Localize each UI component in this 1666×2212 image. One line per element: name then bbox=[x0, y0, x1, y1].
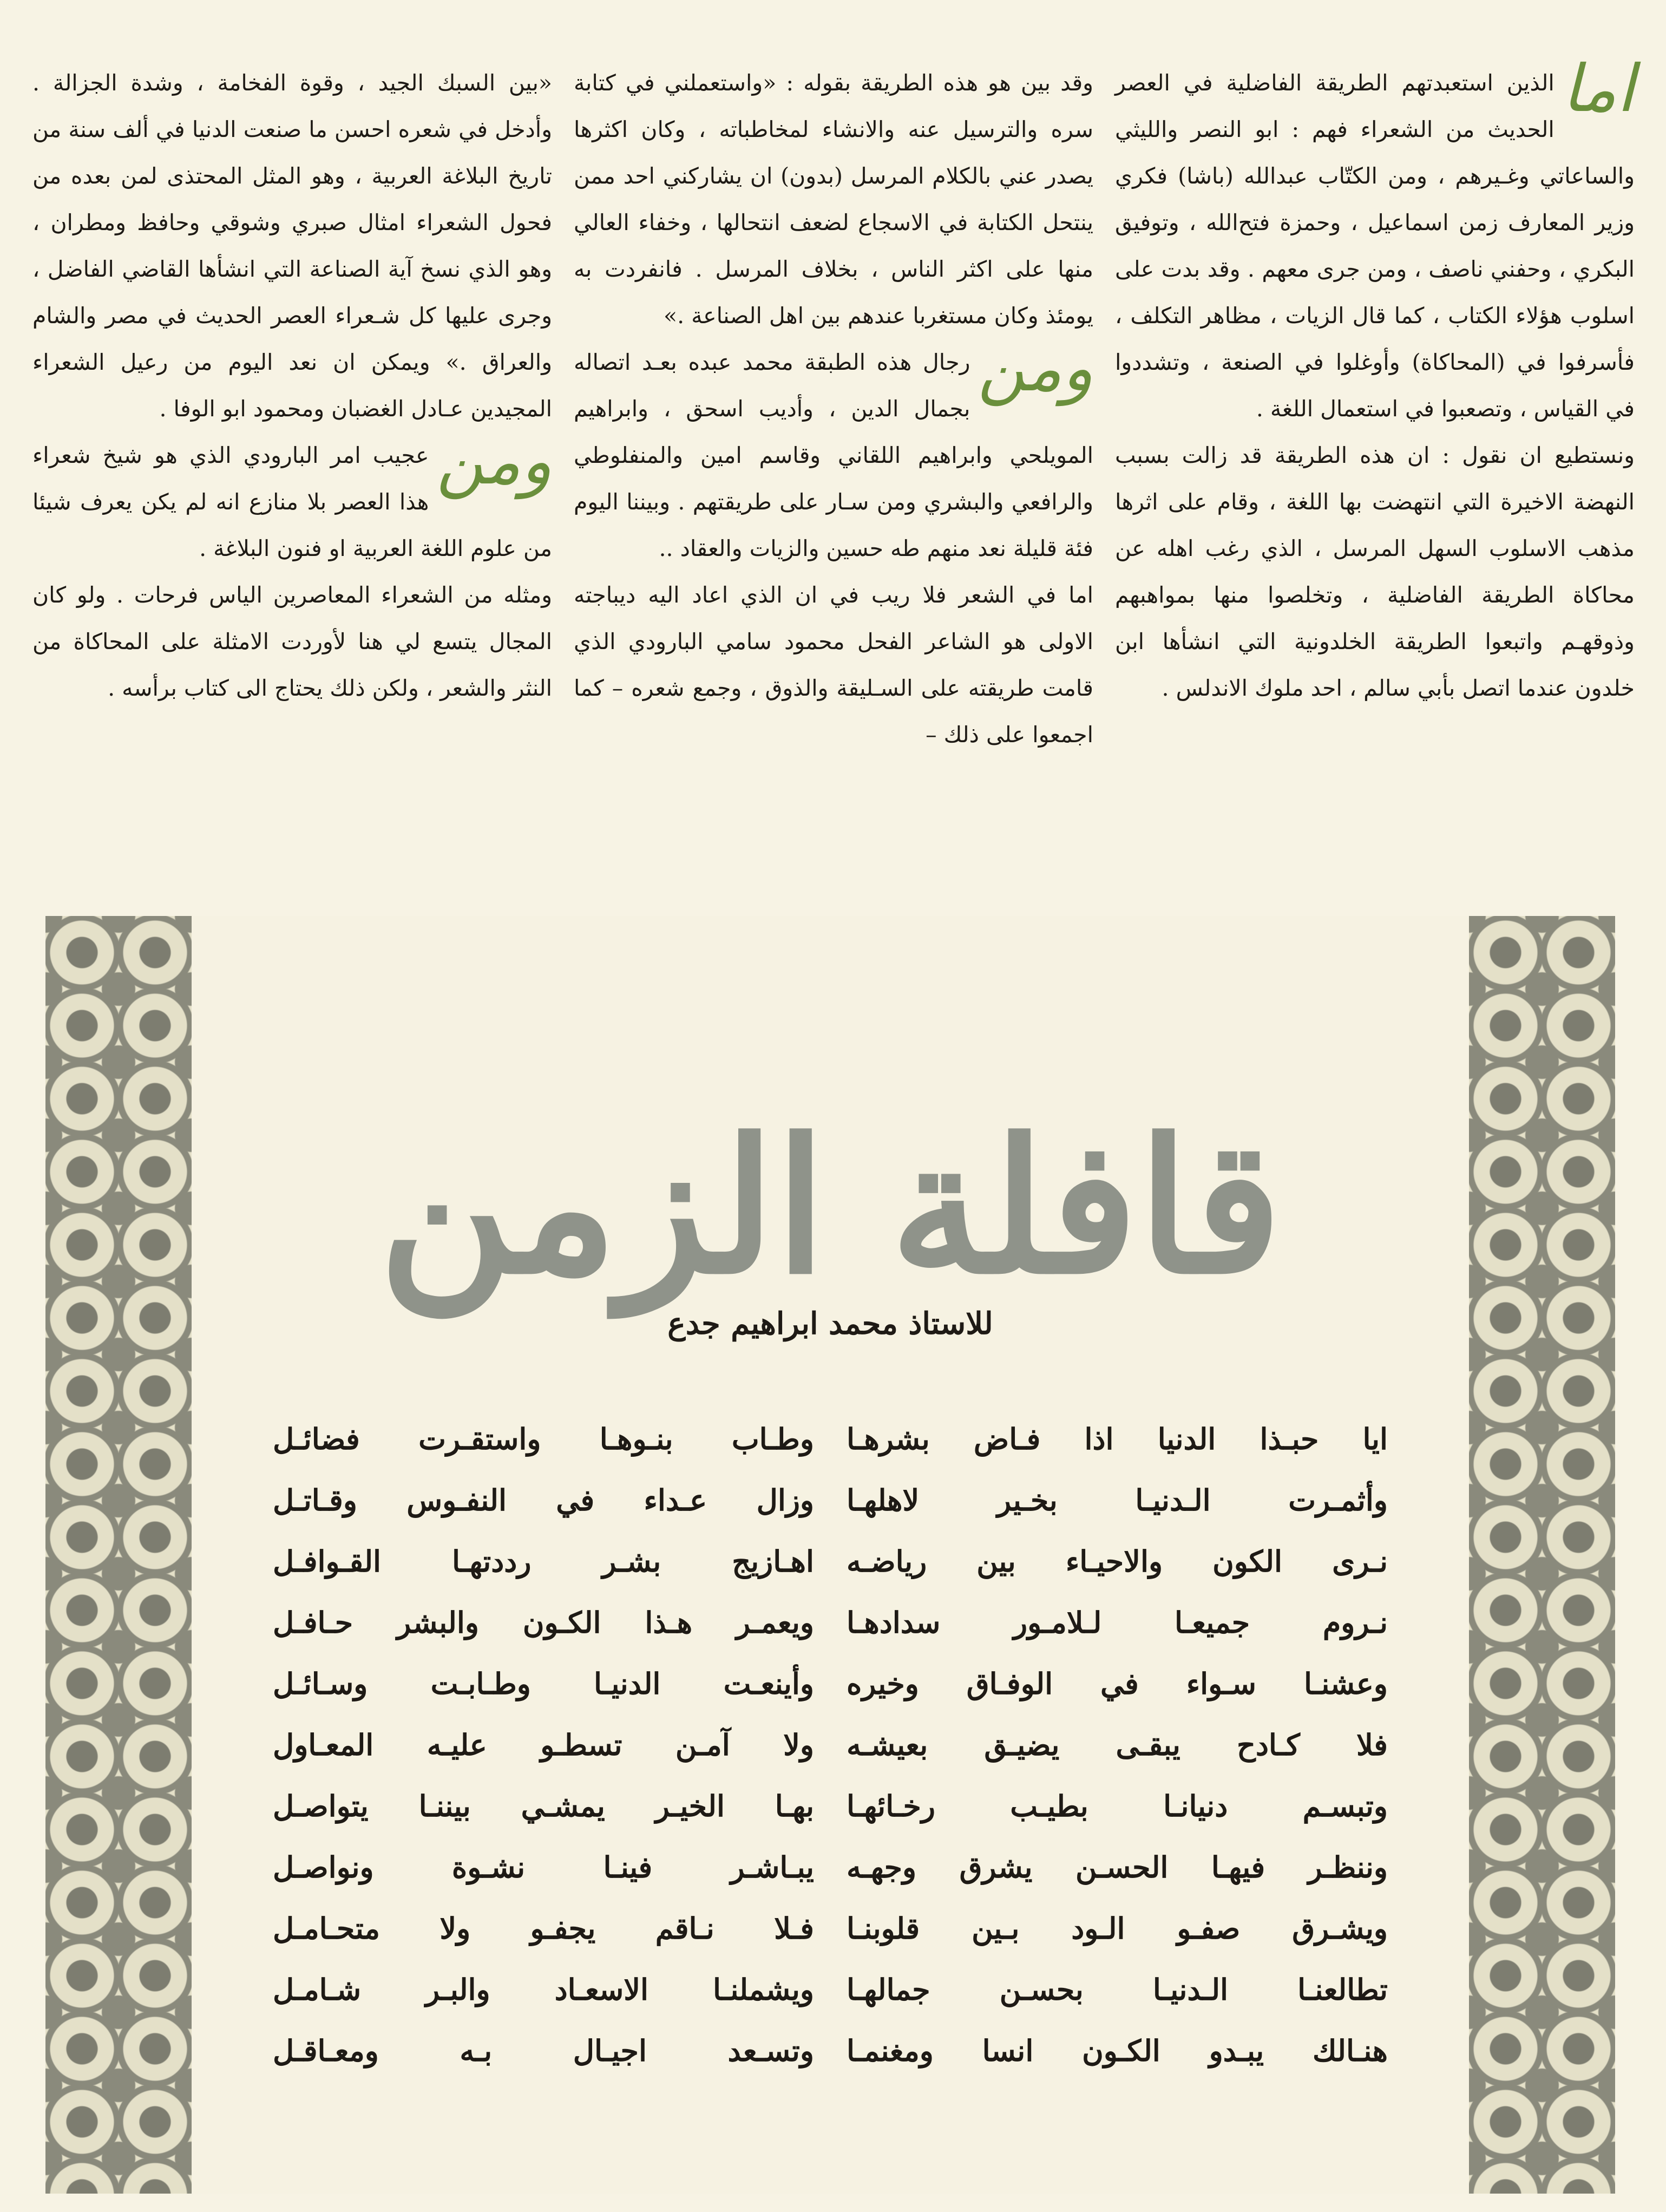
poem-verse: وتبسـم دنيانـا بطيـب رخـائهـا bbox=[847, 1789, 1388, 1823]
article-column-left bbox=[32, 60, 552, 872]
article-paragraph: وقد بين هو هذه الطريقة بقوله : «واستعملني في كتابة سره والترسيل عنه والانشاء لمخاطباته ، وكان اكثرها يصدر عني بالكلام المرسل (بدون) ان يشاركني احد ممن ينتحل الكتابة في الاسجاع لضعف انتحالها ، وخفاء العالي منها على اكثر الناس ، بخلاف المرسل . فانفردت به يومئذ وكان مستغربا عندهم بين اهل الصناعة .» bbox=[574, 70, 1093, 329]
article-column-middle bbox=[574, 60, 1093, 872]
poem-verse: وتسـعد اجيـال بـه ومعـاقـل bbox=[273, 2033, 814, 2068]
poem-verse: وعشنـا سـواء في الوفـاق وخيره bbox=[847, 1666, 1388, 1701]
dropcap-amma: اما bbox=[1562, 51, 1635, 127]
article-paragraph: «بين السبك الجيد ، وقوة الفخامة ، وشدة الجزالة . وأدخل في شعره احسن ما صنعت الدنيا في ألف سنة من تاريخ البلاغة العربية ، وهو المثل المحتذى لمن بعده من فحول الشعراء امثال صبري وشوقي وحافظ ومطران ، وهو الذي نسخ آية الصناعة التي انشأها القاضي الفاضل ، وجرى عليها كل شـعراء العصر الحديث في مصر والشام والعراق .» ويمكن ان نعد اليوم من رعيل الشعراء المجيدين عـادل الغضبان ومحمود ابو الوفا . bbox=[32, 70, 552, 422]
poem-box bbox=[45, 916, 1615, 2194]
dropcap-wamin: ومن bbox=[978, 331, 1093, 406]
article-paragraph: اما في الشعر فلا ريب في ان الذي اعاد اليه ديباجته الاولى هو الشاعر الفحل محمود سامي البارودي الذي قامت طريقته على السـليقة والذوق ، وجمع شعره – كما اجمعوا على ذلك – bbox=[574, 582, 1093, 748]
poem-verse: ويشملنـا الاسعـاد والبـر شـامـل bbox=[273, 1972, 814, 2007]
poem-verse: نـرى الكون والاحيـاء بين رياضـه bbox=[847, 1544, 1388, 1579]
poem-right-hemistichs bbox=[847, 1409, 1388, 2082]
poem-verse: فلا كـادح يبقـى يضيـق بعيشـه bbox=[847, 1727, 1388, 1762]
poem-verse: يبـاشـر فينـا نشـوة ونواصـل bbox=[273, 1850, 814, 1884]
poem-verse: فـلا نـاقم يجفـو ولا متحـامـل bbox=[273, 1911, 814, 1946]
poem-author: للاستاذ محمد ابراهيم جدع bbox=[667, 1306, 993, 1341]
poem-verse: ويعمـر هـذا الكـون والبشر حـافـل bbox=[273, 1605, 814, 1640]
poem-verse: اهـازيج بشـر رددتهـا القـوافـل bbox=[273, 1544, 814, 1579]
dropcap-wamin: ومن bbox=[436, 424, 552, 499]
poem-verse: ايا حبـذا الدنيا اذا فـاض بشرهـا bbox=[847, 1422, 1388, 1456]
article-paragraph: الذين استعبدتهم الطريقة الفاضلية في العصر الحديث من الشعراء فهم : ابو النصر والليثي والساعاتي وغـيرهم ، ومن الكتّاب عبدالله (باشا) فكري وزير المعارف زمن اسماعيل ، وحمزة فتح‌الله ، وتوفيق البكري ، وحفني ناصف ، ومن جرى معهم . وقد بدت على اسلوب هؤلاء الكتاب ، كما قال الزيات ، مظاهر التكلف ، فأسرفوا في (المحاكاة) وأوغلوا في الصنعة ، وتشددوا في القياس ، وتصعبوا في استعمال اللغة . bbox=[1115, 70, 1635, 422]
article-paragraph: ونستطيع ان نقول : ان هذه الطريقة قد زالت بسبب النهضة الاخيرة التي انتهضت بها اللغة ، وقام على اثرها مذهب الاسلوب السهل المرسل ، الذي رغب اهله عن محاكاة الطريقة الفاضلية ، وتخلصوا منها بمواهبهم وذوقهـم واتبعوا الطريقة الخلدونية التي انشأها ابن خلدون عندما اتصل بأبي سالم ، احد ملوك الاندلس . bbox=[1115, 442, 1635, 701]
article-column-right bbox=[1115, 51, 1635, 872]
poem-verse: ولا آمـن تسطـو عليـه المعـاول bbox=[273, 1727, 814, 1762]
poem-verse: وننظـر فيهـا الحسـن يشرق وجهـه bbox=[847, 1850, 1388, 1884]
poem-verse: وزال عـداء في النفـوس وقـاتـل bbox=[273, 1483, 814, 1517]
poem-verse: بهـا الخيـر يمشـي بيننـا يتواصـل bbox=[273, 1789, 814, 1823]
article-paragraph: رجال هذه الطبقة محمد عبده بعـد اتصاله بجمال الدين ، وأديب اسحق ، وابراهيم المويلحي وابراهيم اللقاني وقاسم امين والمنفلوطي والرافعي والبشري ومن سـار على طريقتهم . وبيننا اليوم فئة قليلة نعد منهم طه حسين والزيات والعقاد .. bbox=[574, 349, 1093, 561]
poem-verse: هنـالك يبـدو الكـون انسا ومغنمـا bbox=[847, 2033, 1388, 2068]
poem-left-hemistichs bbox=[273, 1409, 814, 2082]
poem-verse: وطـاب بنـوهـا واستقـرت فضائـل bbox=[273, 1422, 814, 1456]
article-paragraph: عجيب امر البارودي الذي هو شيخ شعراء هذا العصر بلا منازع انه لم يكن يعرف شيئا من علوم اللغة العربية او فنون البلاغة . bbox=[32, 442, 552, 561]
poem-verse: وأينعـت الدنيـا وطـابـت وسـائـل bbox=[273, 1666, 814, 1701]
poem-verse: ويشـرق صفـو الـود بـين قلوبنـا bbox=[847, 1911, 1388, 1946]
poem-verse: وأثمـرت الـدنيـا بخـير لاهلهـا bbox=[847, 1483, 1388, 1517]
poem-verse: نـروم جميعـا لـلامـور سدادهـا bbox=[847, 1605, 1388, 1640]
poem-verse: تطالعنـا الـدنيـا بحسـن جمالهـا bbox=[847, 1972, 1388, 2007]
poem-title: قافلة الزمن bbox=[378, 1098, 1282, 1315]
article-paragraph: ومثله من الشعراء المعاصرين الياس فرحات . ولو كان المجال يتسع لي هنا لأوردت الامثلة على المحاكاة من النثر والشعر ، ولكن ذلك يحتاج الى كتاب برأسه . bbox=[32, 582, 552, 701]
